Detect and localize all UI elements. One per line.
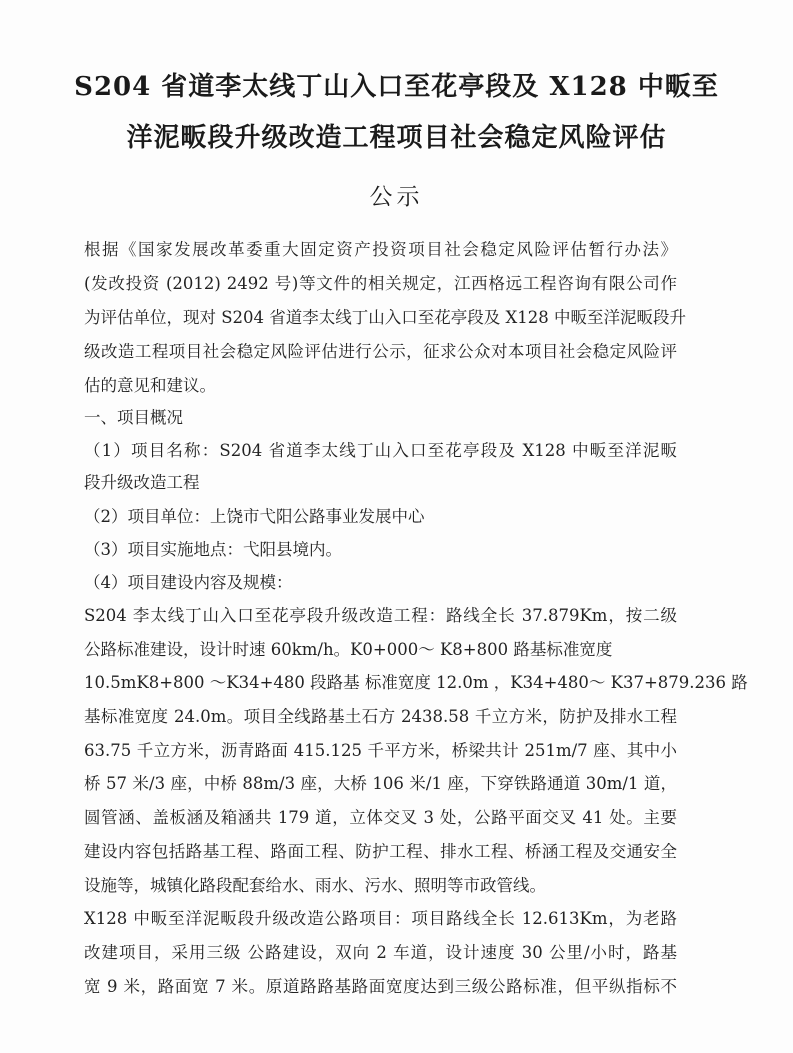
- document-title-line-2: 洋泥畈段升级改造工程项目社会稳定风险评估: [126, 123, 667, 153]
- list-item: 段升级改造工程: [84, 473, 200, 492]
- paragraph-line: 改建项目，采用三级 公路建设，双向 2 车道，设计速度 30 公里/小时，路基: [84, 943, 677, 962]
- paragraph-line: 桥 57 米/3 座，中桥 88m/3 座，大桥 106 米/1 座，下穿铁路通道 30m/1 道，: [84, 774, 677, 793]
- paragraph-line: 级改造工程项目社会稳定风险评估进行公示，征求公众对本项目社会稳定风险评: [84, 342, 677, 361]
- paragraph-line: 估的意见和建议。: [84, 376, 216, 395]
- paragraph-line: 圆管涵、盖板涵及箱涵共 179 道，立体交叉 3 处，公路平面交叉 41 处。主要: [84, 808, 677, 827]
- paragraph-line: 公路标准建设，设计时速 60km/h。K0+000～ K8+800 路基标准宽度: [84, 640, 613, 659]
- paragraph-line: X128 中畈至洋泥畈段升级改造公路项目：项目路线全长 12.613Km，为老路: [84, 909, 677, 928]
- document-subtitle: 公示: [369, 184, 424, 210]
- paragraph-line: 63.75 千立方米，沥青路面 415.125 千平方米，桥梁共计 251m/7 座、其中小: [84, 741, 677, 760]
- paragraph-line: 设施等，城镇化路段配套给水、雨水、污水、照明等市政管线。: [84, 876, 546, 895]
- paragraph-line: 建设内容包括路基工程、路面工程、防护工程、排水工程、桥涵工程及交通安全: [84, 842, 677, 861]
- paragraph-line: 10.5mK8+800 ～K34+480 段路基 标准宽度 12.0m ，K34+480～ K37+879.236 路: [84, 673, 748, 692]
- paragraph-line: 根据《国家发展改革委重大固定资产投资项目社会稳定风险评估暂行办法》: [84, 240, 677, 259]
- paragraph-line: 宽 9 米，路面宽 7 米。原道路路基路面宽度达到三级公路标准，但平纵指标不: [84, 977, 677, 996]
- paragraph-line: S204 李太线丁山入口至花亭段升级改造工程：路线全长 37.879Km，按二级: [84, 606, 677, 625]
- list-item: （2）项目单位：上饶市弋阳公路事业发展中心: [84, 507, 425, 526]
- list-item: （1）项目名称：S204 省道李太线丁山入口至花亭段及 X128 中畈至洋泥畈: [84, 441, 677, 460]
- document-title-line-1: S204 省道李太线丁山入口至花亭段及 X128 中畈至: [74, 72, 719, 102]
- list-item: （3）项目实施地点：弋阳县境内。: [84, 540, 342, 559]
- paragraph-line: (发改投资 (2012) 2492 号)等文件的相关规定，江西格远工程咨询有限公司作: [84, 274, 677, 293]
- paragraph-line: 为评估单位，现对 S204 省道李太线丁山入口至花亭段及 X128 中畈至洋泥畈段升: [84, 308, 687, 327]
- list-item: （4）项目建设内容及规模：: [84, 573, 293, 592]
- section-heading: 一、项目概况: [84, 408, 183, 427]
- paragraph-line: 基标准宽度 24.0m。项目全线路基土石方 2438.58 千立方米，防护及排水工程: [84, 707, 677, 726]
